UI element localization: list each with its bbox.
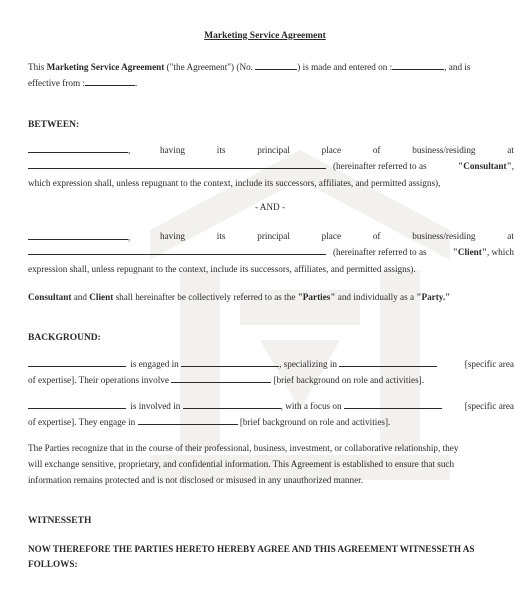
bg2-specific-area: [specific area xyxy=(464,401,514,411)
recognize-line-3: information remains protected and is not disclosed or misused in any unauthorized manner. xyxy=(28,475,364,485)
background-heading: BACKGROUND: xyxy=(28,333,101,343)
party2-expression: expression shall, unless repugnant to the context, include its successors, affiliates, and permitted assigns). xyxy=(28,264,416,274)
party1-hereinafter: (hereinafter referred to as "Consultant", xyxy=(333,161,514,171)
now-therefore-line-2: FOLLOWS: xyxy=(28,559,78,569)
intro-line-1: This Marketing Service Agreement ("the Agreement") (No. ) is made and entered on : , and is xyxy=(28,62,471,72)
party2-name-blank[interactable] xyxy=(28,231,128,240)
bg1-specific-area: [specific area xyxy=(464,359,514,369)
witnesseth-heading: WITNESSETH xyxy=(28,516,92,526)
bg2-industry-blank[interactable] xyxy=(183,400,281,409)
bg2-party-blank[interactable] xyxy=(28,400,126,409)
and-separator: - AND - xyxy=(254,202,286,212)
party1-expression: which expression shall, unless repugnant to the context, include its successors, affiliates, and permitted assigns), xyxy=(28,178,441,188)
entered-date-blank[interactable] xyxy=(392,61,444,70)
party1-name-blank[interactable] xyxy=(28,144,128,153)
bg1-operations-blank[interactable] xyxy=(171,374,271,383)
recognize-line-1: The Parties recognize that in the course of their professional, business, investment, or collaborative relationship, they xyxy=(28,443,459,453)
bg1-line1: is engaged in , specializing in xyxy=(28,358,437,370)
agreement-name: Marketing Service Agreement xyxy=(46,62,165,72)
parties-definition: Consultant and Client shall hereinafter be collectively referred to as the "Parties" and individually as a "Party." xyxy=(28,292,451,302)
bg2-line2: of expertise]. They engage in [brief background on role and activities]. xyxy=(28,417,391,427)
client-label: "Client" xyxy=(452,247,487,257)
bg2-focus-blank[interactable] xyxy=(344,400,442,409)
bg1-line2: of expertise]. Their operations involve [brief background on role and activities]. xyxy=(28,375,425,385)
party2-hereinafter: (hereinafter referred to as "Client", which xyxy=(333,247,514,257)
party1-address-blank[interactable] xyxy=(28,160,326,169)
intro-line-2: effective from : . xyxy=(28,78,138,88)
recognize-line-2: will exchange sensitive, proprietary, and confidential information. This Agreement is established to ensure that such xyxy=(28,459,455,469)
bg2-activities-blank[interactable] xyxy=(138,416,238,425)
effective-date-blank[interactable] xyxy=(85,77,135,86)
party2-name-line: , xyxy=(28,231,130,243)
bg1-industry-blank[interactable] xyxy=(181,358,279,367)
between-heading: BETWEEN: xyxy=(28,120,80,130)
party2-address-blank[interactable] xyxy=(28,246,326,255)
party2-words: having its principal place of business/residing at xyxy=(160,231,514,241)
agreement-number-blank[interactable] xyxy=(255,61,297,70)
consultant-label: "Consultant" xyxy=(458,161,512,171)
now-therefore-line-1: NOW THEREFORE THE PARTIES HERETO HEREBY AGREE AND THIS AGREEMENT WITNESSETH AS xyxy=(28,544,475,554)
bg1-party-blank[interactable] xyxy=(28,358,126,367)
bg2-line1: is involved in , with a focus on xyxy=(28,400,442,412)
party1-name-line: , xyxy=(28,144,130,156)
party1-address-line xyxy=(28,160,326,172)
document-title: Marketing Service Agreement xyxy=(204,31,326,41)
bg1-specialty-blank[interactable] xyxy=(339,358,437,367)
party2-address-line xyxy=(28,246,326,258)
party1-words: having its principal place of business/residing at xyxy=(160,145,514,155)
